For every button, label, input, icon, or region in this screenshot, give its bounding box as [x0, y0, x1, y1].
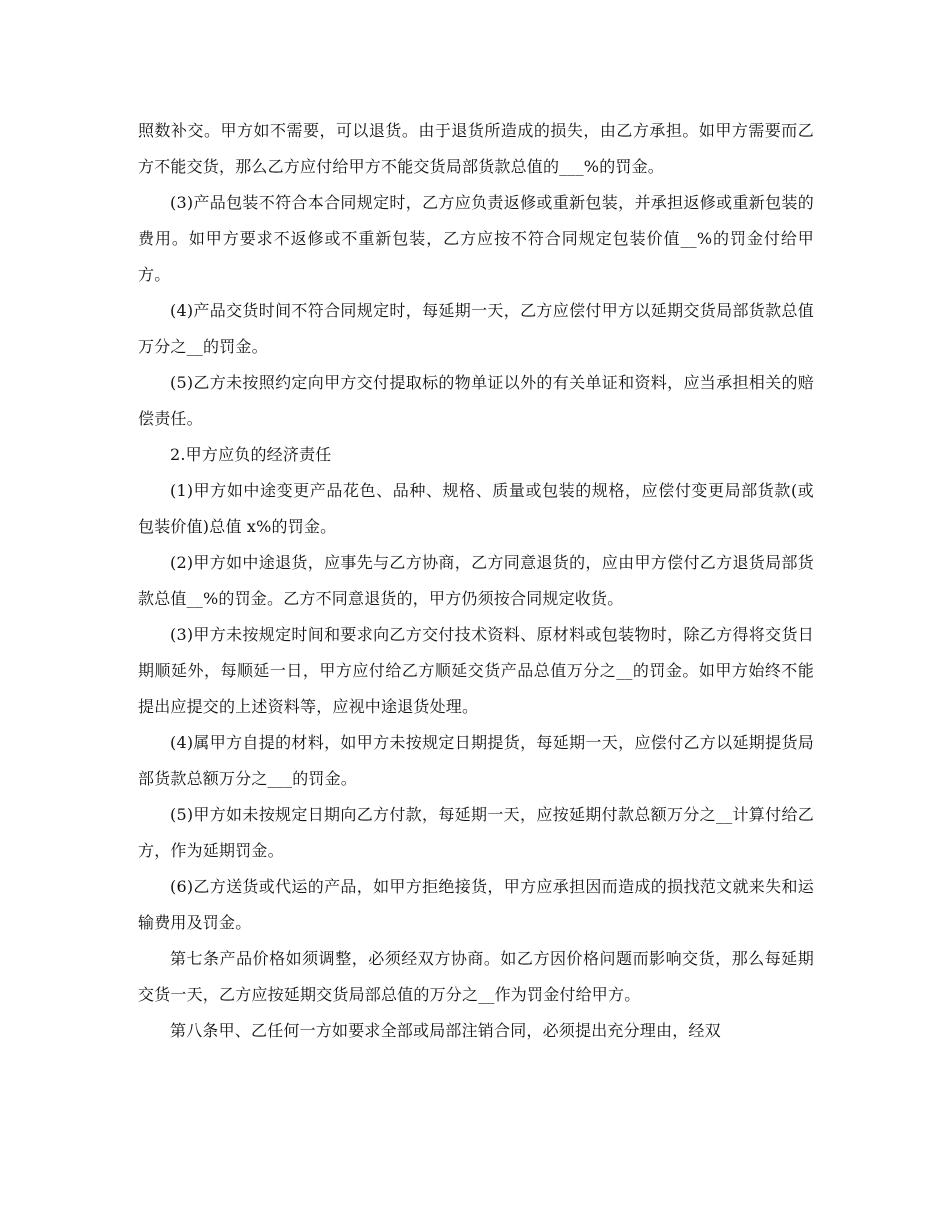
- paragraph: (1)甲方如中途变更产品花色、品种、规格、质量或包装的规格，应偿付变更局部货款(或包装价值)总值 x%的罚金。: [138, 481, 814, 536]
- paragraph: (2)甲方如中途退货，应事先与乙方协商，乙方同意退货的，应由甲方偿付乙方退货局部货款总值__%的罚金。乙方不同意退货的，甲方仍须按合同规定收货。: [138, 553, 814, 608]
- paragraph: (3)产品包装不符合本合同规定时，乙方应负责返修或重新包装，并承担返修或重新包装的费用。如甲方要求不返修或不重新包装，乙方应按不符合同规定包装价值__%的罚金付给甲方。: [138, 193, 814, 284]
- paragraph: (6)乙方送货或代运的产品，如甲方拒绝接货，甲方应承担因而造成的损找范文就来失和运输费用及罚金。: [138, 877, 814, 932]
- paragraph: (4)属甲方自提的材料，如甲方未按规定日期提货，每延期一天，应偿付乙方以延期提货局部货款总额万分之___的罚金。: [138, 733, 814, 788]
- paragraph: 照数补交。甲方如不需要，可以退货。由于退货所造成的损失，由乙方承担。如甲方需要而乙方不能交货，那么乙方应付给甲方不能交货局部货款总值的___%的罚金。: [138, 121, 814, 176]
- section-heading: 2.甲方应负的经济责任: [170, 445, 332, 464]
- paragraph: (5)乙方未按照约定向甲方交付提取标的物单证以外的有关单证和资料，应当承担相关的赔偿责任。: [138, 373, 814, 428]
- paragraph: (3)甲方未按规定时间和要求向乙方交付技术资料、原材料或包装物时，除乙方得将交货日期顺延外，每顺延一日，甲方应付给乙方顺延交货产品总值万分之__的罚金。如甲方始终不能提出应提交的上述资料等，应视中途退货处理。: [138, 625, 814, 716]
- paragraph: (4)产品交货时间不符合同规定时，每延期一天，乙方应偿付甲方以延期交货局部货款总值万分之__的罚金。: [138, 301, 814, 356]
- document-body: [138, 113, 814, 1049]
- article-paragraph: 第八条甲、乙任何一方如要求全部或局部注销合同，必须提出充分理由，经双: [170, 1021, 721, 1040]
- paragraph: (5)甲方如未按规定日期向乙方付款，每延期一天，应按延期付款总额万分之__计算付给乙方，作为延期罚金。: [138, 805, 814, 860]
- article-paragraph: 第七条产品价格如须调整，必须经双方协商。如乙方因价格问题而影响交货，那么每延期交货一天，乙方应按延期交货局部总值的万分之__作为罚金付给甲方。: [138, 949, 814, 1004]
